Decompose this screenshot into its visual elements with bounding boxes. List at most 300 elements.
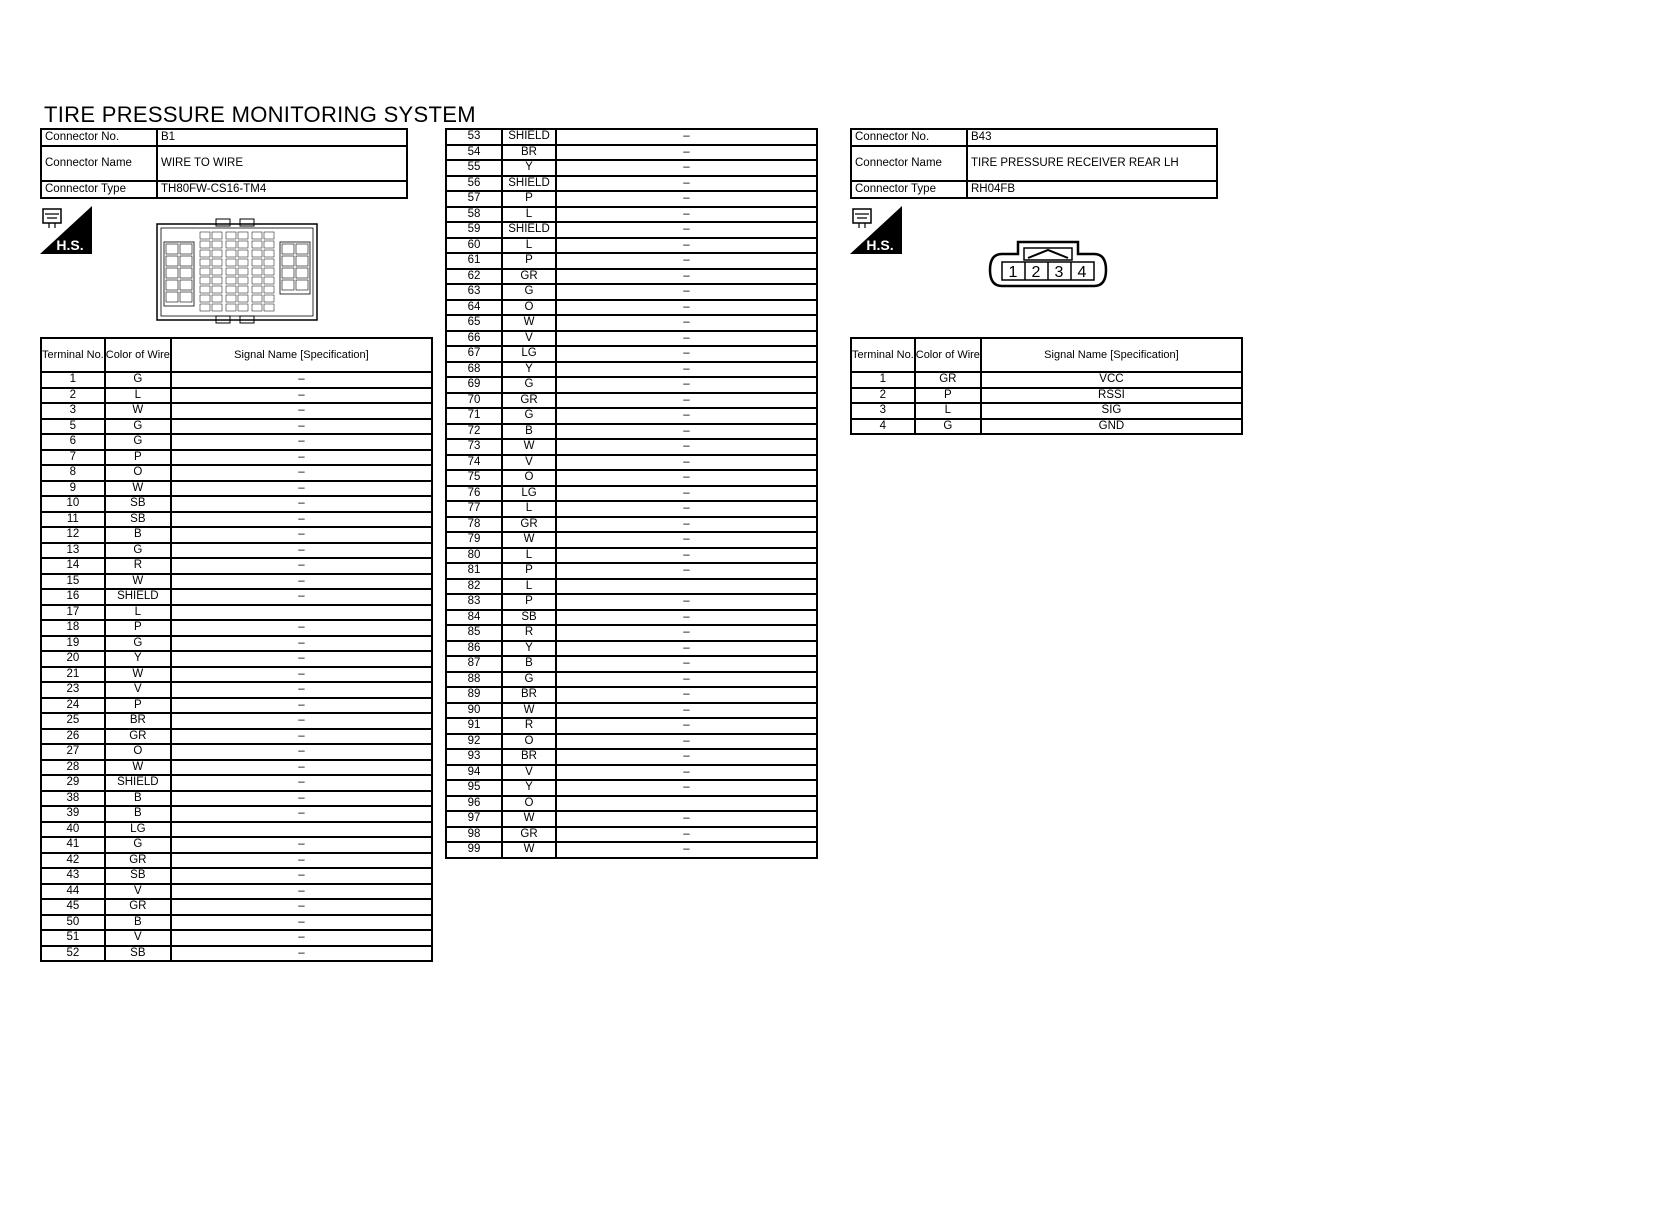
signal-name: – [556,827,817,843]
col-color-of-wire: Color of Wire [105,338,171,372]
table-row [41,589,432,605]
b1-connector-name-label: Connector Name [41,146,157,181]
wire-color: G [105,434,171,450]
table-row [446,439,817,455]
signal-name: – [556,284,817,300]
signal-name: – [171,481,432,497]
table-row [41,620,432,636]
signal-name: – [556,145,817,161]
b43-connector-type: RH04FB [967,181,1217,198]
table-row [446,160,817,176]
terminal-no: 98 [446,827,502,843]
wire-color: SHIELD [502,222,556,238]
table-row [446,284,817,300]
wire-color: SHIELD [105,589,171,605]
wire-color: G [915,419,981,435]
terminal-no: 86 [446,641,502,657]
wire-color: G [105,837,171,853]
terminal-no: 85 [446,625,502,641]
terminal-no: 62 [446,269,502,285]
wire-color: SB [105,512,171,528]
terminal-no: 3 [41,403,105,419]
signal-name: – [171,543,432,559]
b1-connector-no-label: Connector No. [41,129,157,146]
col-terminal-no: Terminal No. [41,338,105,372]
terminal-no: 14 [41,558,105,574]
pin-1-label: 1 [1008,264,1018,281]
col-terminal-no: Terminal No. [851,338,915,372]
signal-name: VCC [981,372,1242,388]
wire-color: L [105,388,171,404]
terminal-no: 9 [41,481,105,497]
signal-name: – [171,884,432,900]
signal-name: – [556,455,817,471]
wire-color: Y [502,160,556,176]
table-row [446,486,817,502]
table-row [446,796,817,812]
signal-name: – [171,465,432,481]
terminal-no: 84 [446,610,502,626]
table-row [446,594,817,610]
b43-connector-name: TIRE PRESSURE RECEIVER REAR LH [967,146,1217,181]
wire-color: L [502,579,556,595]
table-row [446,749,817,765]
signal-name: – [556,408,817,424]
wire-color: W [105,760,171,776]
table-row [41,915,432,931]
signal-name: – [171,388,432,404]
signal-name: – [556,207,817,223]
wire-color: GR [915,372,981,388]
terminal-no: 71 [446,408,502,424]
table-row [446,672,817,688]
table-row [446,253,817,269]
table-row [41,450,432,466]
signal-name: – [556,780,817,796]
signal-name: – [171,775,432,791]
terminal-no: 15 [41,574,105,590]
table-row [41,899,432,915]
table-row [41,465,432,481]
signal-name: – [556,749,817,765]
table-row [446,408,817,424]
wire-color: GR [502,827,556,843]
signal-name: – [556,687,817,703]
table-row [446,362,817,378]
table-row [41,512,432,528]
wire-color: B [105,527,171,543]
wire-color: SHIELD [105,775,171,791]
terminal-no: 50 [41,915,105,931]
table-row [446,393,817,409]
b1-pin-table-b [445,128,818,859]
terminal-no: 23 [41,682,105,698]
table-row [851,419,1242,435]
table-row [41,760,432,776]
table-row [41,744,432,760]
b43-connector-type-label: Connector Type [851,181,967,198]
b43-connector-face-diagram [988,240,1108,300]
wire-color: GR [502,269,556,285]
terminal-no: 61 [446,253,502,269]
terminal-no: 63 [446,284,502,300]
wire-color: W [502,439,556,455]
terminal-no: 76 [446,486,502,502]
wire-color: P [105,620,171,636]
hs-icon-text: H.S. [56,237,84,253]
table-row [41,543,432,559]
wire-color: LG [105,822,171,838]
b1-pin-table-a [40,337,433,962]
terminal-no: 25 [41,713,105,729]
pin-3-label: 3 [1054,264,1064,281]
table-row [851,388,1242,404]
terminal-no: 77 [446,501,502,517]
signal-name: – [556,269,817,285]
signal-name: – [171,450,432,466]
wire-color: R [502,625,556,641]
signal-name: – [171,682,432,698]
terminal-no: 72 [446,424,502,440]
table-row [446,734,817,750]
table-row [446,827,817,843]
b43-pin-table [850,337,1243,435]
terminal-no: 7 [41,450,105,466]
signal-name: – [171,930,432,946]
terminal-no: 73 [446,439,502,455]
signal-name: – [556,641,817,657]
wire-color: V [105,930,171,946]
table-row [41,775,432,791]
terminal-no: 58 [446,207,502,223]
table-row [41,434,432,450]
wire-color: Y [502,362,556,378]
table-row [41,651,432,667]
wire-color: P [502,253,556,269]
table-row [41,481,432,497]
table-row [41,527,432,543]
signal-name: SIG [981,403,1242,419]
terminal-no: 99 [446,842,502,858]
table-row [446,718,817,734]
signal-name: – [556,501,817,517]
terminal-no: 75 [446,470,502,486]
terminal-no: 94 [446,765,502,781]
signal-name: – [556,610,817,626]
wire-color: Y [502,780,556,796]
signal-name: – [556,191,817,207]
table-row [446,579,817,595]
terminal-no: 78 [446,517,502,533]
terminal-no: 45 [41,899,105,915]
wire-color: W [105,574,171,590]
table-row [446,811,817,827]
wire-color: Y [105,651,171,667]
harness-side-icon [40,206,92,254]
table-row [446,641,817,657]
signal-name: – [171,899,432,915]
terminal-no: 1 [41,372,105,388]
table-row [446,548,817,564]
terminal-no: 54 [446,145,502,161]
wire-color: V [502,455,556,471]
wire-color: O [502,734,556,750]
wire-color: GR [105,899,171,915]
table-row [446,238,817,254]
wire-color: SHIELD [502,129,556,145]
signal-name: – [556,331,817,347]
terminal-no: 82 [446,579,502,595]
b1-connector-info [40,128,408,199]
signal-name: – [556,129,817,145]
terminal-no: 81 [446,563,502,579]
wire-color: W [502,532,556,548]
terminal-no: 19 [41,636,105,652]
wire-color: V [105,682,171,698]
terminal-no: 42 [41,853,105,869]
signal-name: – [171,651,432,667]
wire-color: SB [105,868,171,884]
table-row [446,563,817,579]
terminal-no: 87 [446,656,502,672]
terminal-no: 2 [851,388,915,404]
wire-color: L [502,207,556,223]
signal-name [171,605,432,621]
signal-name: – [556,486,817,502]
harness-side-icon [850,206,902,254]
table-row [41,791,432,807]
wire-color: O [105,465,171,481]
wire-color: G [502,408,556,424]
wire-color: P [502,191,556,207]
terminal-no: 12 [41,527,105,543]
terminal-no: 11 [41,512,105,528]
table-row [41,636,432,652]
terminal-no: 80 [446,548,502,564]
terminal-no: 27 [41,744,105,760]
signal-name: – [556,300,817,316]
table-row [446,331,817,347]
signal-name: – [171,512,432,528]
terminal-no: 96 [446,796,502,812]
wire-color: LG [502,346,556,362]
terminal-no: 10 [41,496,105,512]
signal-name: – [171,713,432,729]
table-row [446,207,817,223]
wire-color: R [502,718,556,734]
wire-color: LG [502,486,556,502]
pin-4-label: 4 [1077,264,1087,281]
b1-connector-name: WIRE TO WIRE [157,146,407,181]
table-row [446,176,817,192]
terminal-no: 64 [446,300,502,316]
table-row [446,532,817,548]
signal-name: – [556,842,817,858]
wire-color: GR [105,729,171,745]
terminal-no: 57 [446,191,502,207]
terminal-no: 17 [41,605,105,621]
terminal-no: 53 [446,129,502,145]
table-row [446,424,817,440]
wire-color: P [105,698,171,714]
signal-name: – [556,315,817,331]
table-row [446,842,817,858]
table-row [41,806,432,822]
signal-name: – [556,160,817,176]
table-row [446,610,817,626]
wire-color: BR [502,145,556,161]
page-title: TIRE PRESSURE MONITORING SYSTEM [44,102,476,127]
terminal-no: 4 [851,419,915,435]
table-row [446,455,817,471]
signal-name: – [556,703,817,719]
signal-name: – [556,346,817,362]
terminal-no: 1 [851,372,915,388]
wire-color: G [105,636,171,652]
terminal-no: 2 [41,388,105,404]
terminal-no: 68 [446,362,502,378]
wire-color: Y [502,641,556,657]
wire-color: G [105,543,171,559]
wire-color: G [502,377,556,393]
table-row [851,403,1242,419]
table-row [446,765,817,781]
table-row [446,315,817,331]
wire-color: B [105,791,171,807]
terminal-no: 44 [41,884,105,900]
terminal-no: 8 [41,465,105,481]
signal-name: – [171,729,432,745]
terminal-no: 56 [446,176,502,192]
wire-color: V [105,884,171,900]
table-row [851,372,1242,388]
signal-name: – [171,837,432,853]
table-row [41,558,432,574]
signal-name: – [556,377,817,393]
signal-name: – [556,222,817,238]
terminal-no: 91 [446,718,502,734]
signal-name: – [556,517,817,533]
wire-color: P [502,594,556,610]
terminal-no: 79 [446,532,502,548]
wire-color: L [105,605,171,621]
wire-color: O [502,470,556,486]
b43-connector-no-label: Connector No. [851,129,967,146]
table-row [41,946,432,962]
signal-name: – [171,558,432,574]
terminal-no: 69 [446,377,502,393]
wire-color: BR [105,713,171,729]
terminal-no: 43 [41,868,105,884]
terminal-no: 88 [446,672,502,688]
signal-name: – [556,470,817,486]
terminal-no: 21 [41,667,105,683]
signal-name: – [556,253,817,269]
signal-name: – [171,946,432,962]
wire-color: GR [105,853,171,869]
b43-connector-name-label: Connector Name [851,146,967,181]
terminal-no: 16 [41,589,105,605]
terminal-no: 89 [446,687,502,703]
wire-color: SB [502,610,556,626]
signal-name: – [171,636,432,652]
signal-name: – [171,574,432,590]
signal-name: – [171,667,432,683]
table-row [446,191,817,207]
terminal-no: 20 [41,651,105,667]
table-row [41,605,432,621]
signal-name: – [556,672,817,688]
terminal-no: 92 [446,734,502,750]
table-row [41,682,432,698]
table-row [446,687,817,703]
signal-name: GND [981,419,1242,435]
terminal-no: 18 [41,620,105,636]
wire-color: L [502,238,556,254]
terminal-no: 28 [41,760,105,776]
wire-color: GR [502,517,556,533]
terminal-no: 66 [446,331,502,347]
terminal-no: 5 [41,419,105,435]
terminal-no: 6 [41,434,105,450]
signal-name: – [171,403,432,419]
signal-name: – [171,496,432,512]
signal-name: – [171,806,432,822]
table-row [446,377,817,393]
hs-icon-text: H.S. [866,237,894,253]
signal-name: – [556,238,817,254]
table-row [41,853,432,869]
table-row [446,269,817,285]
wire-color: SB [105,946,171,962]
signal-name: – [556,393,817,409]
wire-color: W [502,703,556,719]
pin-2-label: 2 [1031,264,1041,281]
signal-name: – [556,594,817,610]
signal-name: – [556,424,817,440]
table-row [41,930,432,946]
signal-name [556,796,817,812]
signal-name: – [171,915,432,931]
terminal-no: 24 [41,698,105,714]
wire-color: O [502,796,556,812]
table-row [446,222,817,238]
b1-connector-type: TH80FW-CS16-TM4 [157,181,407,198]
terminal-no: 95 [446,780,502,796]
terminal-no: 3 [851,403,915,419]
signal-name: – [171,372,432,388]
b1-connector-face-diagram [156,218,320,324]
terminal-no: 40 [41,822,105,838]
signal-name [171,822,432,838]
wire-color: B [502,656,556,672]
table-row [446,145,817,161]
wire-color: L [915,403,981,419]
table-row [41,496,432,512]
terminal-no: 83 [446,594,502,610]
terminal-no: 41 [41,837,105,853]
signal-name: – [556,563,817,579]
b1-connector-type-label: Connector Type [41,181,157,198]
signal-name: – [556,362,817,378]
table-row [41,729,432,745]
table-row [41,884,432,900]
table-row [41,698,432,714]
terminal-no: 39 [41,806,105,822]
signal-name: – [171,527,432,543]
wire-color: L [502,501,556,517]
signal-name: – [171,868,432,884]
